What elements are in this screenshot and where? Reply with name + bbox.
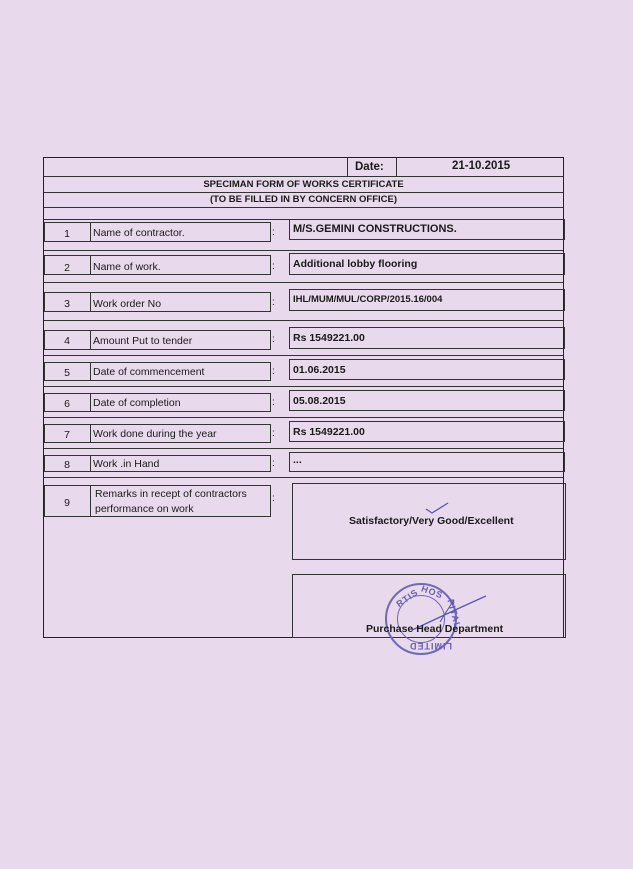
work-order-value: IHL/MUM/MUL/CORP/2015.16/004	[293, 294, 443, 305]
row-label: Date of commencement	[93, 366, 205, 378]
separator-colon: :	[272, 297, 275, 308]
row-label-line2: performance on work	[95, 503, 194, 515]
work-in-hand-value: ...	[293, 454, 302, 466]
divider	[44, 417, 563, 418]
company-seal-icon: RTIS HOS PITAL LIMITED	[385, 583, 457, 655]
divider	[44, 192, 563, 193]
divider	[90, 255, 91, 275]
divider	[44, 207, 563, 208]
date-value: 21-10.2015	[452, 160, 511, 172]
divider	[90, 393, 91, 412]
check-mark-icon	[424, 501, 450, 515]
divider	[90, 455, 91, 472]
divider	[396, 158, 397, 176]
commencement-date-value: 01.06.2015	[293, 364, 346, 376]
form-title: SPECIMAN FORM OF WORKS CERTIFICATE	[203, 179, 404, 190]
divider	[44, 477, 563, 478]
row-number: 8	[64, 459, 70, 471]
divider	[44, 386, 563, 387]
tender-amount-value: Rs 1549221.00	[293, 332, 365, 344]
divider	[44, 448, 563, 449]
row-number: 9	[64, 497, 70, 509]
row-number: 3	[64, 298, 70, 310]
row-label: Work .in Hand	[93, 458, 160, 470]
row-label: Work order No	[93, 298, 162, 310]
divider	[44, 355, 563, 356]
value-box	[289, 452, 565, 472]
row-label: Date of completion	[93, 397, 181, 409]
separator-colon: :	[272, 493, 275, 504]
work-done-value: Rs 1549221.00	[293, 426, 365, 438]
divider	[347, 158, 348, 176]
work-name-value: Additional lobby flooring	[293, 258, 418, 270]
separator-colon: :	[272, 334, 275, 345]
divider	[44, 320, 563, 321]
row-number: 2	[64, 262, 70, 274]
row-label: Name of work.	[93, 261, 161, 273]
divider	[90, 485, 91, 517]
divider	[90, 292, 91, 312]
separator-colon: :	[272, 458, 275, 469]
row-number: 6	[64, 398, 70, 410]
separator-colon: :	[272, 261, 275, 272]
row-label-line1: Remarks in recept of contractors	[95, 488, 247, 500]
divider	[90, 222, 91, 242]
separator-colon: :	[272, 227, 275, 238]
row-number: 1	[64, 228, 70, 240]
divider	[90, 362, 91, 381]
remarks-value: Satisfactory/Very Good/Excellent	[349, 515, 514, 527]
divider	[90, 424, 91, 443]
row-label: Work done during the year	[93, 428, 217, 440]
form-subtitle: (TO BE FILLED IN BY CONCERN OFFICE)	[209, 194, 397, 205]
divider	[44, 282, 563, 283]
row-number: 5	[64, 367, 70, 379]
contractor-name-value: M/S.GEMINI CONSTRUCTIONS.	[293, 223, 457, 235]
separator-colon: :	[272, 366, 275, 377]
divider	[44, 250, 563, 251]
divider	[44, 176, 563, 177]
divider	[90, 330, 91, 350]
separator-colon: :	[272, 397, 275, 408]
signature-label: Purchase Head Department	[366, 623, 504, 635]
completion-date-value: 05.08.2015	[293, 395, 346, 407]
row-number: 7	[64, 429, 70, 441]
row-label: Name of contractor.	[93, 227, 185, 239]
date-label: Date:	[355, 161, 384, 173]
row-label: Amount Put to tender	[93, 335, 193, 347]
row-number: 4	[64, 335, 70, 347]
separator-colon: :	[272, 428, 275, 439]
